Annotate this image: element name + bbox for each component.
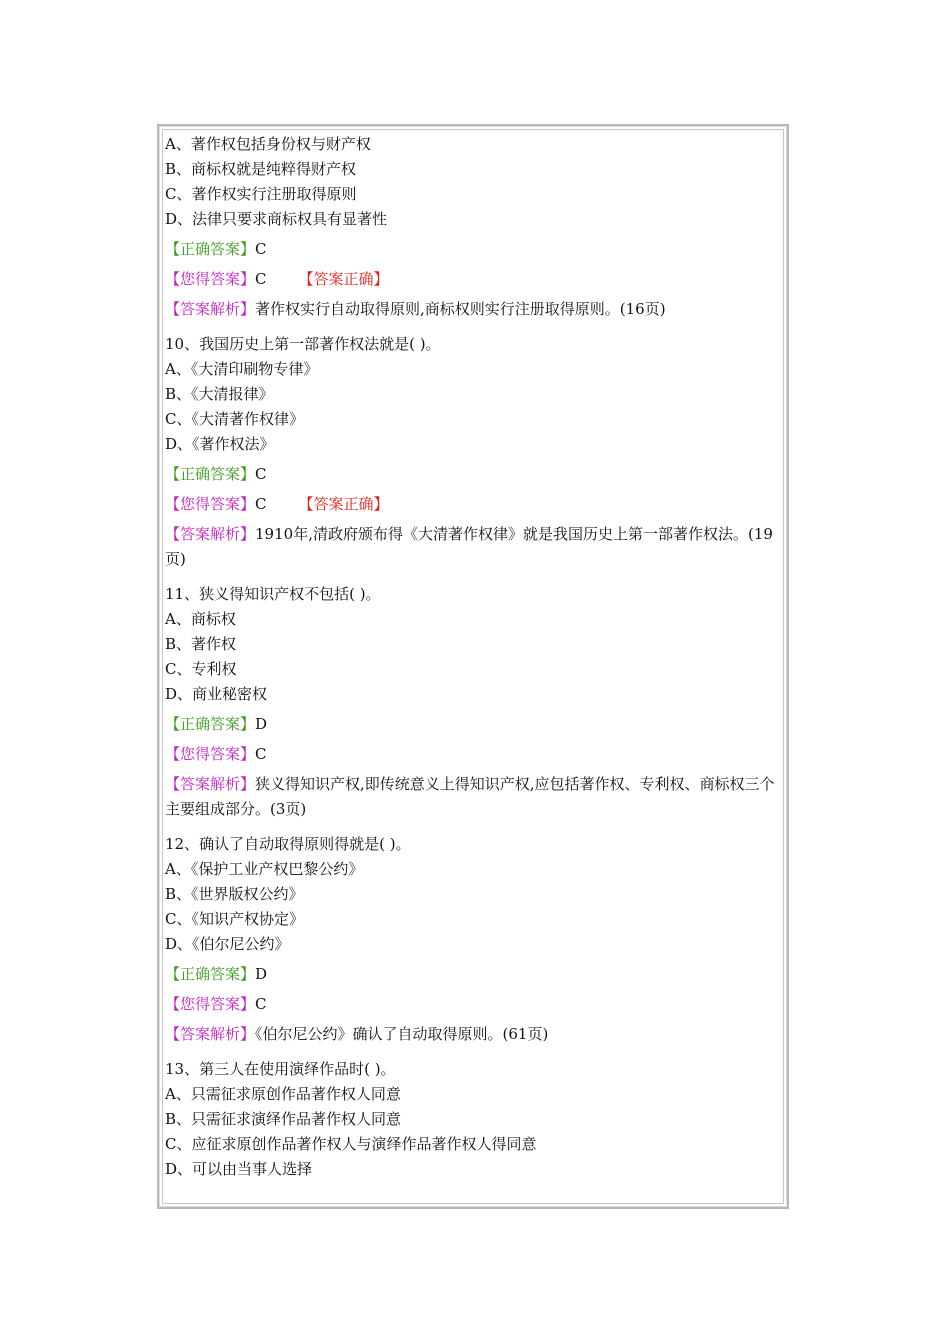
correct-answer-tag: 【正确答案】: [165, 715, 256, 733]
correct-answer-value: D: [255, 965, 268, 983]
your-answer-row: [165, 992, 783, 1017]
option-d: D、法律只要求商标权具有显著性: [165, 210, 388, 228]
option-d: D、可以由当事人选择: [165, 1160, 313, 1178]
your-answer-value: C: [255, 995, 267, 1013]
your-answer-tag: 【您得答案】: [165, 745, 256, 763]
explanation-row: [165, 1022, 777, 1047]
explanation-tag: 【答案解析】: [165, 1025, 256, 1043]
option-b: B、只需征求演绎作品著作权人同意: [165, 1110, 402, 1128]
option-d: D、《伯尔尼公约》: [165, 935, 290, 953]
correct-answer-row: [165, 237, 783, 262]
option-a: A、著作权包括身份权与财产权: [165, 135, 371, 153]
option-a: A、《保护工业产权巴黎公约》: [165, 860, 364, 878]
explanation-tag: 【答案解析】: [165, 775, 256, 793]
explanation-text: 《伯尔尼公约》确认了自动取得原则。(61页): [255, 1025, 549, 1043]
option-a: A、《大清印刷物专律》: [165, 360, 319, 378]
option-c: C、应征求原创作品著作权人与演绎作品著作权人得同意: [165, 1135, 537, 1153]
correct-answer-row: [165, 462, 783, 487]
option-a: A、只需征求原创作品著作权人同意: [165, 1085, 401, 1103]
answer-result-tag: 【答案正确】: [298, 270, 389, 288]
option-d: D、商业秘密权: [165, 685, 268, 703]
explanation-row: [165, 297, 777, 322]
explanation-text: 著作权实行自动取得原则,商标权则实行注册取得原则。(16页): [255, 300, 666, 318]
question-title: 11、狭义得知识产权不包括( )。: [165, 585, 381, 603]
correct-answer-tag: 【正确答案】: [165, 965, 256, 983]
option-c: C、著作权实行注册取得原则: [165, 185, 357, 203]
explanation-row: [165, 772, 777, 822]
question-content: [165, 132, 783, 1182]
option-c: C、《知识产权协定》: [165, 910, 304, 928]
option-b: B、著作权: [165, 635, 237, 653]
explanation-tag: 【答案解析】: [165, 300, 256, 318]
correct-answer-value: C: [255, 465, 267, 483]
question-11: [165, 582, 783, 822]
your-answer-tag: 【您得答案】: [165, 495, 256, 513]
correct-answer-value: C: [255, 240, 267, 258]
question-9: [165, 132, 783, 322]
your-answer-value: C: [255, 495, 267, 513]
explanation-tag: 【答案解析】: [165, 525, 256, 543]
question-title: 12、确认了自动取得原则得就是( )。: [165, 835, 411, 853]
your-answer-row: [165, 742, 783, 767]
explanation-text: 狭义得知识产权,即传统意义上得知识产权,应包括著作权、专利权、商标权三个主要组成部分。(3页): [165, 775, 775, 818]
answer-result-tag: 【答案正确】: [298, 495, 389, 513]
option-b: B、《世界版权公约》: [165, 885, 304, 903]
option-b: B、商标权就是纯粹得财产权: [165, 160, 357, 178]
correct-answer-tag: 【正确答案】: [165, 240, 256, 258]
your-answer-tag: 【您得答案】: [165, 995, 256, 1013]
your-answer-value: C: [255, 270, 267, 288]
explanation-text: 1910年,清政府颁布得《大清著作权律》就是我国历史上第一部著作权法。(19页): [165, 525, 773, 568]
question-13: [165, 1057, 783, 1182]
correct-answer-value: D: [255, 715, 268, 733]
explanation-row: [165, 522, 777, 572]
correct-answer-row: [165, 962, 783, 987]
option-a: A、商标权: [165, 610, 236, 628]
option-d: D、《著作权法》: [165, 435, 275, 453]
question-title: 13、第三人在使用演绎作品时( )。: [165, 1060, 396, 1078]
question-10: [165, 332, 783, 572]
question-12: [165, 832, 783, 1047]
option-b: B、《大清报律》: [165, 385, 274, 403]
your-answer-tag: 【您得答案】: [165, 270, 256, 288]
your-answer-row: [165, 492, 783, 517]
option-c: C、《大清著作权律》: [165, 410, 304, 428]
your-answer-row: [165, 267, 783, 292]
your-answer-value: C: [255, 745, 267, 763]
correct-answer-tag: 【正确答案】: [165, 465, 256, 483]
option-c: C、专利权: [165, 660, 237, 678]
question-title: 10、我国历史上第一部著作权法就是( )。: [165, 335, 441, 353]
question-frame: [157, 124, 789, 1209]
correct-answer-row: [165, 712, 783, 737]
